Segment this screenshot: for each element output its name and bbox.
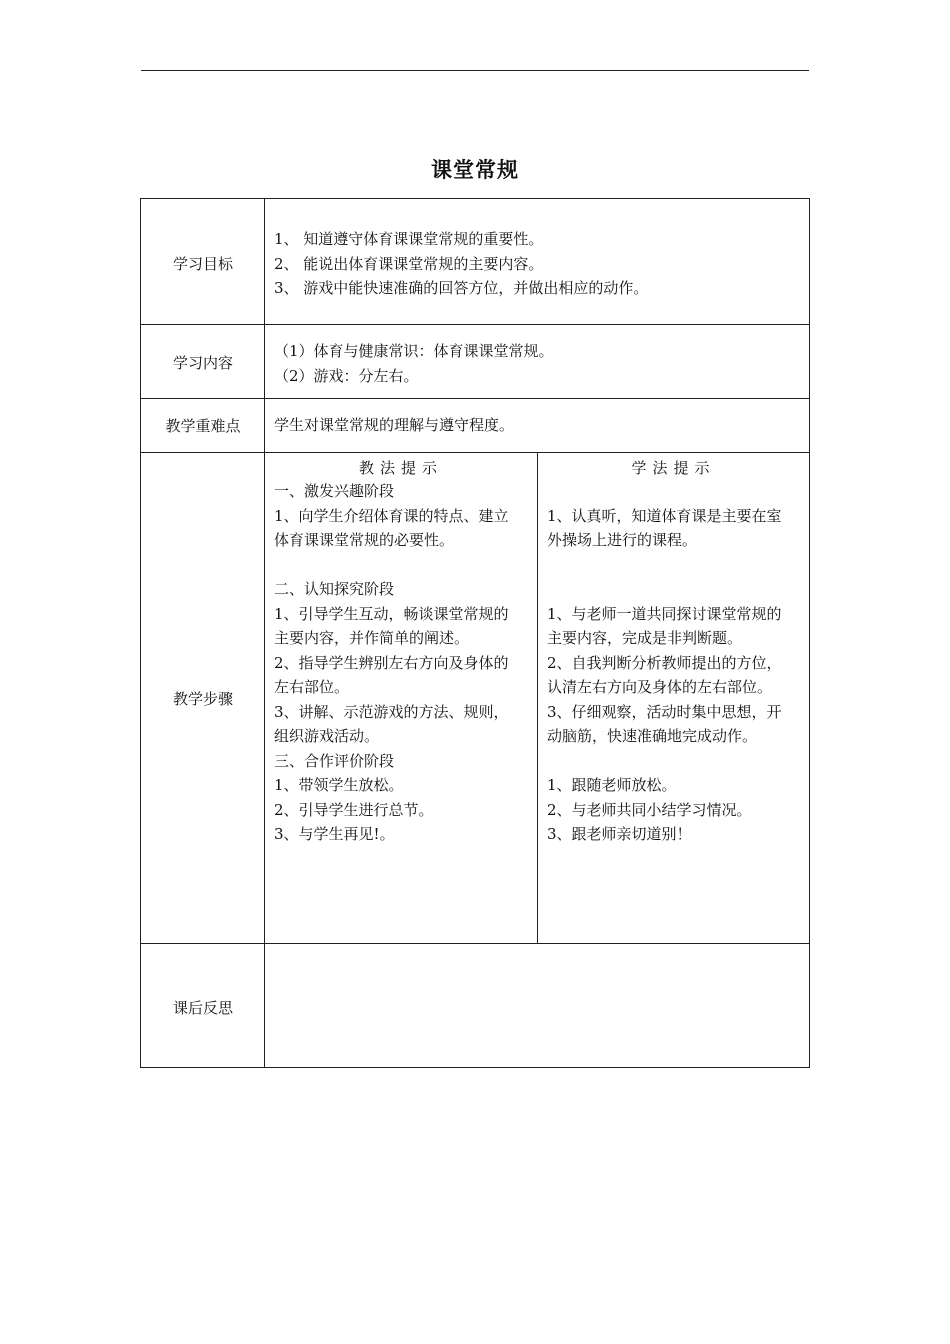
teaching-line: 三、合作评价阶段 xyxy=(274,751,395,770)
learning-line xyxy=(547,577,782,602)
teaching-line: 左右部位。 xyxy=(274,678,350,696)
teaching-line: 主要内容，并作简单的阐述。 xyxy=(274,629,470,647)
objectives-label: 学习目标 xyxy=(172,255,233,273)
content-label: 学习内容 xyxy=(172,354,233,372)
learning-line: 外操场上进行的课程。 xyxy=(547,531,698,549)
objective-item: 2、 能说出体育课课堂常规的主要内容。 xyxy=(274,254,544,273)
row-divider xyxy=(141,943,809,944)
key-points-text: 学生对课堂常规的理解与遵守程度。 xyxy=(274,416,515,434)
teaching-line: 3、讲解、示范游戏的方法、规则， xyxy=(274,702,509,721)
row-divider xyxy=(141,398,809,399)
learning-line: 3、跟老师亲切道别！ xyxy=(547,825,692,843)
reflection-label: 课后反思 xyxy=(172,999,233,1017)
steps-label: 教学步骤 xyxy=(172,690,233,708)
learning-line: 认清左右方向及身体的左右部位。 xyxy=(547,678,773,696)
teaching-line: 1、引导学生互动，畅谈课堂常规的 xyxy=(274,604,509,623)
teaching-line xyxy=(274,553,509,578)
learning-line xyxy=(547,553,782,578)
steps-column-divider xyxy=(537,452,538,943)
learning-line: 2、自我判断分析教师提出的方位， xyxy=(547,653,782,672)
teaching-line: 一、激发兴趣阶段 xyxy=(274,482,395,500)
learning-line: 1、认真听，知道体育课是主要在室 xyxy=(547,506,782,525)
row-divider xyxy=(141,324,809,325)
label-column-divider xyxy=(264,199,265,1067)
learning-line xyxy=(547,479,782,504)
teaching-line: 二、认知探究阶段 xyxy=(274,580,395,598)
teaching-line: 1、带领学生放松。 xyxy=(274,776,404,794)
teaching-line: 2、引导学生进行总节。 xyxy=(274,800,434,819)
teaching-line: 2、指导学生辨别左右方向及身体的 xyxy=(274,653,509,672)
learning-line: 1、与老师一道共同探讨课堂常规的 xyxy=(547,604,782,623)
objective-item: 1、 知道遵守体育课课堂常规的重要性。 xyxy=(274,230,544,248)
objectives-list xyxy=(274,227,648,301)
learning-line: 主要内容，完成是非判断题。 xyxy=(547,629,743,647)
teaching-line: 体育课课堂常规的必要性。 xyxy=(274,531,455,549)
teaching-line: 组织游戏活动。 xyxy=(274,727,380,745)
row-divider xyxy=(141,452,809,453)
learning-line: 1、跟随老师放松。 xyxy=(547,776,677,794)
learning-tips-column xyxy=(547,479,782,847)
teaching-line: 1、向学生介绍体育课的特点、建立 xyxy=(274,506,509,525)
teaching-line: 3、与学生再见!。 xyxy=(274,825,395,843)
objective-item: 3、 游戏中能快速准确的回答方位，并做出相应的动作。 xyxy=(274,279,649,297)
learning-line: 3、仔细观察，活动时集中思想，开 xyxy=(547,702,782,721)
key-points-label: 教学重难点 xyxy=(165,417,241,435)
content-item: （2）游戏：分左右。 xyxy=(274,366,419,385)
page-title: 课堂常规 xyxy=(431,158,519,182)
learning-line: 2、与老师共同小结学习情况。 xyxy=(547,800,752,819)
learning-tips-header: 学法提示 xyxy=(631,459,716,477)
teaching-tips-header: 教法提示 xyxy=(358,459,443,477)
learning-line: 动脑筋，快速准确地完成动作。 xyxy=(547,727,758,745)
header-rule xyxy=(141,70,809,71)
lesson-plan-table xyxy=(140,198,810,1068)
teaching-tips-column xyxy=(274,479,509,847)
content-list xyxy=(274,339,554,388)
content-item: （1）体育与健康常识：体育课课堂常规。 xyxy=(274,342,554,360)
learning-line xyxy=(547,749,782,774)
